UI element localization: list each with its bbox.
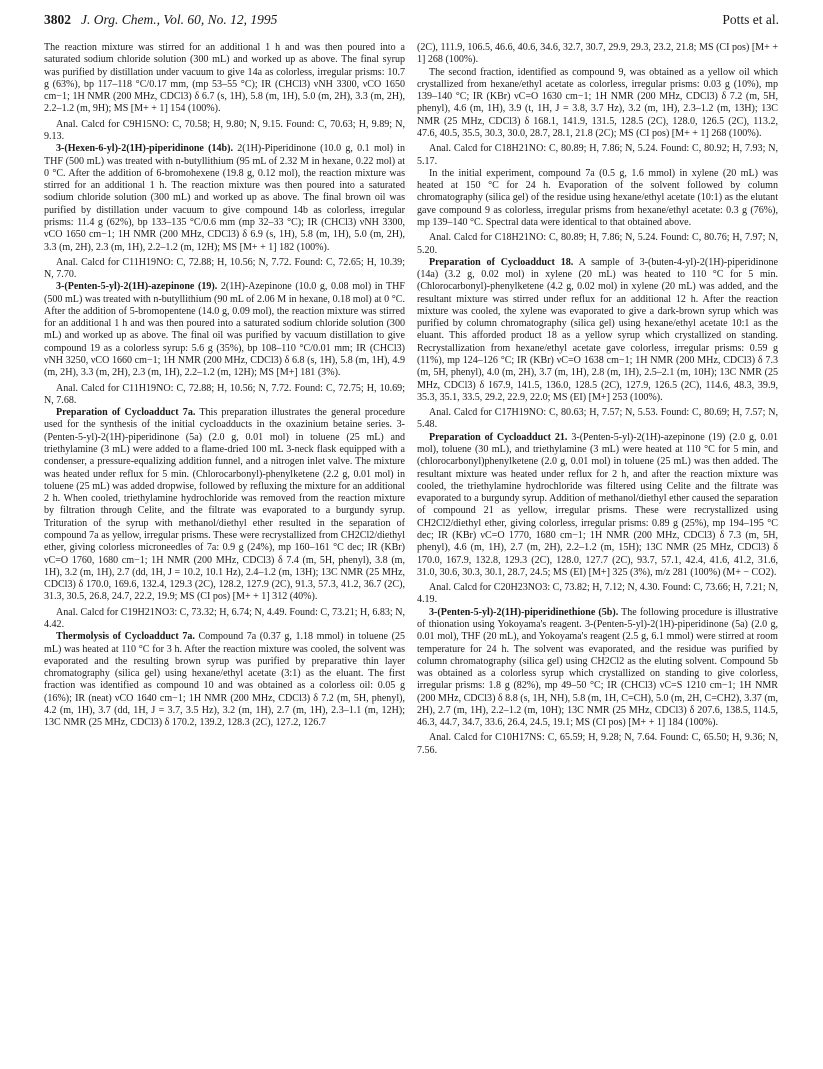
left-column [44, 42, 405, 729]
paragraph-text: 2(1H)-Azepinone (10.0 g, 0.08 mol) in THF (500 mL) was treated with n-butyllithium (90 mL of 2.06 M in hexane, 0.18 mol) at 0 °C. After the addition of 5-bromopentene (14.0 g, 0.09 mol), the reaction mixture was stirred for an additional 1 h and was then poured into a saturated sodium chloride solution (300 mL) and worked up as above. The final oil was purified by vacuum distillation to give compound 19 as a colorless syrup: 5.6 g (35%), bp 108–110 °C/0.01 mm; IR (CHCl3) νNH 3250, νCO 1660 cm−1; 1H NMR (200 MHz, CDCl3) δ 6.8 (s, 1H), 5.8 (m, 1H), 4.9 (m, 2H), 3.3 (m, 2H), 2.3 (m, 1H), 2.2–1.2 (m, 12H); MS [M+] 181 (3%). [44, 281, 405, 379]
paragraph-continuation [44, 42, 405, 116]
paragraph-continuation [417, 42, 778, 67]
paragraph-text: The following procedure is illustrative of thionation using Yokoyama's reagent. 3-(Penten-5-yl)-2(1H)-piperidinone (5a) (2.0 g, 0.01 mol), THF (20 mL), and Yokoyama's reagent (2.5 g, 6.1 mmol) were stirred at room temperature for 24 h. The solvent was evaporated, and the residue was purified by column chromatography (silica gel) using CH2Cl2 as the eluting solvent. Compound 5b was obtained as a colorless syrup which crystallized on standing to give colorless, irregular prisms: 1.8 g (82%), mp 49–50 °C; IR (CHCl3) νC=S 1210 cm−1; 1H NMR (200 MHz, CDCl3) δ 8.8 (s, 1H, NH), 5.8 (m, 1H, C=CH), 5.0 (m, 2H, C=CH2), 3.37 (m, 2H), 2.7 (m, 1H), 2.2–1.2 (m, 10H); 13C NMR (25 MHz, CDCl3) δ 207.6, 138.5, 114.5, 46.3, 44.7, 34.7, 33.6, 26.4, 24.5, 19.1; MS (CI pos) [M+ + 1] 184 (100%). [417, 606, 778, 729]
section-heading: 3-(Hexen-6-yl)-2(1H)-piperidinone (14b). [56, 143, 233, 155]
paragraph [417, 607, 778, 730]
section-heading: Thermolysis of Cycloadduct 7a. [56, 631, 195, 643]
paragraph [417, 432, 778, 579]
section-heading: Preparation of Cycloadduct 7a. [56, 407, 196, 419]
paragraph-text: Anal. Calcd for C17H19NO: C, 80.63; H, 7.57; N, 5.53. Found: C, 80.69; H, 7.57; N, 5.48. [417, 407, 778, 431]
elemental-analysis [417, 232, 778, 257]
paragraph-text: The second fraction, identified as compound 9, was obtained as a yellow oil which crystallized from hexane/ethyl acetate as colorless, irregular prisms: 0.03 g (10%), mp 139–140 °C; IR (KBr) νC=O 1630 cm−1; 1H NMR (200 MHz, CDCl3) δ 7.2 (m, 5H, phenyl), 4.6 (m, 1H), 3.9 (t, 1H, J = 3.8, 3.7 Hz), 3.2 (m, 1H), 2.3–1.2 (m, 13H); 13C NMR (25 MHz, CDCl3) δ 168.1, 141.9, 131.5, 128.5 (2C), 128.0, 126.5 (2C), 113.2, 47.6, 40.5, 35.5, 30.3, 30.0, 28.7, 28.1, 21.8 (2C); MS (CI pos) [M+ + 1] 268 (100%). [417, 66, 778, 139]
paragraph-text: (2C), 111.9, 106.5, 46.6, 40.6, 34.6, 32.7, 30.7, 29.9, 29.3, 23.2, 21.8; MS (CI pos) [M+ + 1] 268 (100%). [417, 42, 778, 66]
elemental-analysis [417, 143, 778, 168]
paragraph [44, 407, 405, 604]
section-heading: Preparation of Cycloadduct 21. [429, 431, 568, 443]
paragraph-text: Anal. Calcd for C10H17NS: C, 65.59; H, 9.28; N, 7.64. Found: C, 65.50; H, 9.36; N, 7.56. [417, 732, 778, 756]
elemental-analysis [417, 732, 778, 757]
section-heading: 3-(Penten-5-yl)-2(1H)-piperidinethione (5b). [429, 606, 619, 618]
paragraph-text: Compound 7a (0.37 g, 1.18 mmol) in toluene (25 mL) was heated at 110 °C for 3 h. After the reaction mixture was cooled, the solvent was evaporated and the resulting brown syrup was purified by preparative thin layer chromatography (silica gel) using hexane/ethyl acetate (3:1) as the eluant. The first fraction was identified as compound 10 and was obtained as a colorless oil: 0.05 g (16%); IR (neat) νCO 1640 cm−1; 1H NMR (200 MHz, CDCl3) δ 7.2 (m, 5H, phenyl), 4.2 (m, 1H), 3.7 (dd, 1H, J = 3.7, 3.5 Hz), 3.2 (m, 1H), 2.7 (m, 1H), 2.3–1.1 (m, 12H); 13C NMR (25 MHz, CDCl3) δ 170.2, 139.2, 128.3 (2C), 127.2, 126.7 [44, 631, 405, 729]
section-heading: Preparation of Cycloadduct 18. [429, 256, 574, 268]
paragraph-text: Anal. Calcd for C11H19NO: C, 72.88; H, 10.56; N, 7.72. Found: C, 72.65; H, 10.39; N, 7.70. [44, 256, 405, 281]
right-column [417, 42, 778, 757]
paragraph [44, 143, 405, 254]
paragraph-text: In the initial experiment, compound 7a (0.5 g, 1.6 mmol) in xylene (20 mL) was heated at 150 °C for 24 h. Evaporation of the solvent followed by column chromatography (silica gel) of the residue using hexane/ethyl acetate (10:1) as the elutant gave compound 9 as colorless, irregular prisms from hexane/ethyl acetate: 0.3 g (76%), mp 139–140 °C. Spectral data were identical to that obtained above. [417, 167, 778, 228]
section-heading: 3-(Penten-5-yl)-2(1H)-azepinone (19). [56, 281, 218, 293]
paragraph-text: This preparation illustrates the general procedure used for the synthesis of the initial cycloadducts in the oxazinium betaine series. 3-(Penten-5-yl)-2(1H)-piperidinone (5a) (2.0 g, 0.01 mol) in toluene (25 mL) and triethylamine (3 mL) were added to a flame-dried 100 mL 3-neck flask equipped with a condenser, a pressure-equalizing addition funnel, and a nitrogen inlet valve. The mixture was heated under reflux for 5 min. (Chlorocarbonyl)-phenylketene (2.2 g, 0.01 mol) in toluene (25 mL) was added dropwise, followed by refluxing the mixture for an additional 2 h. When cooled, triethylamine hydrochloride was removed from the reaction mixture by filtration through Celite, and the filtrate was evaporated to a burgundy syrup. Trituration of the syrup with methanol/diethyl ether resulted in the separation of compound 7a as yellow, irregular prisms. These were recrystallized from CH2Cl2/diethyl ether, giving colorless microneedles of 7a: 0.9 g (24%), mp 160–161 °C dec; IR (KBr) νC=O 1760, 1680 cm−1; 1H NMR (200 MHz, CDCl3) δ 7.4 (m, 5H, phenyl), 3.8 (m, 1H), 3.2 (m, 1H), 2.7 (dd, 1H, J = 10.2, 10.1 Hz), 2.4–1.2 (m, 13H); 13C NMR (25 MHz, CDCl3) δ 170.0, 169.6, 132.4, 129.3 (2C), 128.2, 127.9 (2C), 91.3, 57.3, 41.2, 36.7 (2C), 31.3, 30.5, 26.8, 24.7, 22.2, 19.9; MS (CI pos) [M+ + 1] 312 (40%). [44, 407, 405, 603]
elemental-analysis [44, 257, 405, 282]
running-authors: Potts et al. [722, 12, 779, 27]
paragraph-text: Anal. Calcd for C18H21NO: C, 80.89; H, 7.86; N, 5.24. Found: C, 80.92; H, 7.93; N, 5.17. [417, 143, 778, 167]
paragraph-text: A sample of 3-(buten-4-yl)-2(1H)-piperidinone (14a) (3.2 g, 0.02 mol) in xylene (20 mL) was heated to 110 °C for 5 min. (Chlorocarbonyl)-phenylketene (4.2 g, 0.02 mol) in xylene (20 mL) was added, and the resultant mixture was stirred under reflux for an additional 12 h. After the reaction mixture was cooled, the xylene was evaporated to give a dark-brown syrup which was purified by column chromatography (silica gel) using hexane/ethyl acetate 10:1 as the eluant. This afforded product 18 as a yellow syrup which crystallized on standing. Recrystallization from hexane/ethyl acetate gave colorless, irregular prisms: 0.59 g (11%), mp 124–126 °C; IR (KBr) νC=O 1638 cm−1; 1H NMR (200 MHz, CDCl3) δ 7.3 (m, 5H, phenyl), 4.0 (m, 2H), 3.7 (m, 1H), 2.8 (m, 1H), 2.5–2.1 (m, 10H); 13C NMR (25 MHz, CDCl3) δ 167.9, 141.5, 136.0, 128.5 (2C), 127.9, 126.5 (2C), 114.6, 48.3, 39.9, 35.3, 35.1, 33.5, 29.2, 22.9, 22.0; MS (EI) [M+] 253 (100%). [417, 256, 778, 403]
elemental-analysis [44, 119, 405, 144]
paragraph-text: Anal. Calcd for C19H21NO3: C, 73.32; H, 6.74; N, 4.49. Found: C, 73.21; H, 6.83; N, 4.42. [44, 606, 405, 630]
journal-citation: J. Org. Chem., Vol. 60, No. 12, 1995 [81, 12, 278, 27]
elemental-analysis [44, 607, 405, 632]
paragraph [417, 257, 778, 404]
elemental-analysis [417, 582, 778, 607]
paragraph [417, 168, 778, 229]
paragraph [44, 281, 405, 379]
paragraph-text: Anal. Calcd for C20H23NO3: C, 73.82; H, 7.12; N, 4.30. Found: C, 73.66; H, 7.21; N, 4.19. [417, 582, 778, 606]
paragraph-text: 3-(Penten-5-yl)-2(1H)-azepinone (19) (2.0 g, 0.01 mol), toluene (30 mL), and triethylamine (3 mL) were heated at 110 °C for 5 min, and (chlorocarbonyl)phenylketene (2.0 g, 0.01 mol) in toluene (25 mL) was then added. The resultant mixture was heated under reflux for 2 h, and after the reaction mixture was cooled, the triethylamine hydrochloride was filtered using Celite and the filtrate was evaporated to a burgundy syrup. Addition of methanol/diethyl ether caused the separation of compound 21 as yellow, irregular prisms. These were recrystallized using CH2Cl2/diethyl ether, giving colorless, irregular prisms: 0.89 g (25%), mp 194–195 °C dec; IR (KBr) νC=O 1770, 1680 cm−1; 1H NMR (200 MHz, CDCl3) δ 7.3 (m, 5H, phenyl), 4.6 (m, 1H), 2.7 (m, 2H), 2.2–1.2 (m, 15H); 13C NMR (25 MHz, CDCl3) δ 170.0, 167.9, 132.8, 129.3 (2C), 128.0, 127.7 (2C), 93.7, 57.1, 42.4, 41.6, 41.2, 31.6, 31.0, 30.6, 30.3, 30.1, 28.7, 24.5; MS (EI) [M+] 325 (3%), m/z 281 (100%) (M+ − CO2). [417, 431, 778, 578]
paragraph-text: The reaction mixture was stirred for an additional 1 h and was then poured into a saturated sodium chloride solution (300 mL) and worked up as above. The final syrup was purified by distillation under vacuum to give 14a as colorless, irregular prisms: 10.7 g (63%), bp 117–118 °C/0.17 mm, (mp 53–55 °C); IR (CHCl3) νNH 3300, νCO 1650 cm−1; 1H NMR (200 MHz, CDCl3) δ 6.7 (s, 1H), 5.8 (m, 1H), 5.0 (m, 2H), 3.3 (m, 2H), 2.2–1.2 (m, 9H); MS [M+ + 1] 154 (100%). [44, 42, 405, 115]
paragraph-text: Anal. Calcd for C18H21NO: C, 80.89; H, 7.86; N, 5.24. Found: C, 80.76; H, 7.97; N, 5.20. [417, 232, 778, 256]
running-header [44, 12, 779, 32]
elemental-analysis [44, 383, 405, 408]
paragraph-text: Anal. Calcd for C11H19NO: C, 72.88; H, 10.56; N, 7.72. Found: C, 72.75; H, 10.69; N, 7.68. [44, 382, 405, 406]
paragraph [44, 631, 405, 729]
paragraph-text: Anal. Calcd for C9H15NO: C, 70.58; H, 9.80; N, 9.15. Found: C, 70.63; H, 9.89; N, 9.13. [44, 118, 405, 142]
paragraph [417, 67, 778, 141]
elemental-analysis [417, 407, 778, 432]
page-number: 3802 [44, 12, 71, 27]
paragraph-text: 2(1H)-Piperidinone (10.0 g, 0.1 mol) in THF (500 mL) was treated with n-butyllithium (95 mL of 2.32 M in hexane, 0.22 mol) at 0 °C. After the addition of 6-bromohexene (19.8 g, 0.12 mol), the reaction mixture was stirred for an additional 1 h. The reaction mixture was then poured into a saturated sodium chloride solution (300 mL) and worked up as above. The final brown oil was purified by distillation under vacuum to give compound 14b as colorless, irregular prisms: 11.4 g (62%), bp 133–135 °C/0.6 mm (mp 32–33 °C); IR (CHCl3) νNH 3300, νCO 1650 cm−1; 1H NMR (200 MHz, CDCl3) δ 6.9 (s, 1H), 5.8 (m, 1H), 5.0 (m, 2H), 3.3 (m, 2H), 2.3 (m, 1H), 2.2–1.2 (m, 12H); MS [M+ + 1] 182 (100%). [44, 143, 405, 253]
